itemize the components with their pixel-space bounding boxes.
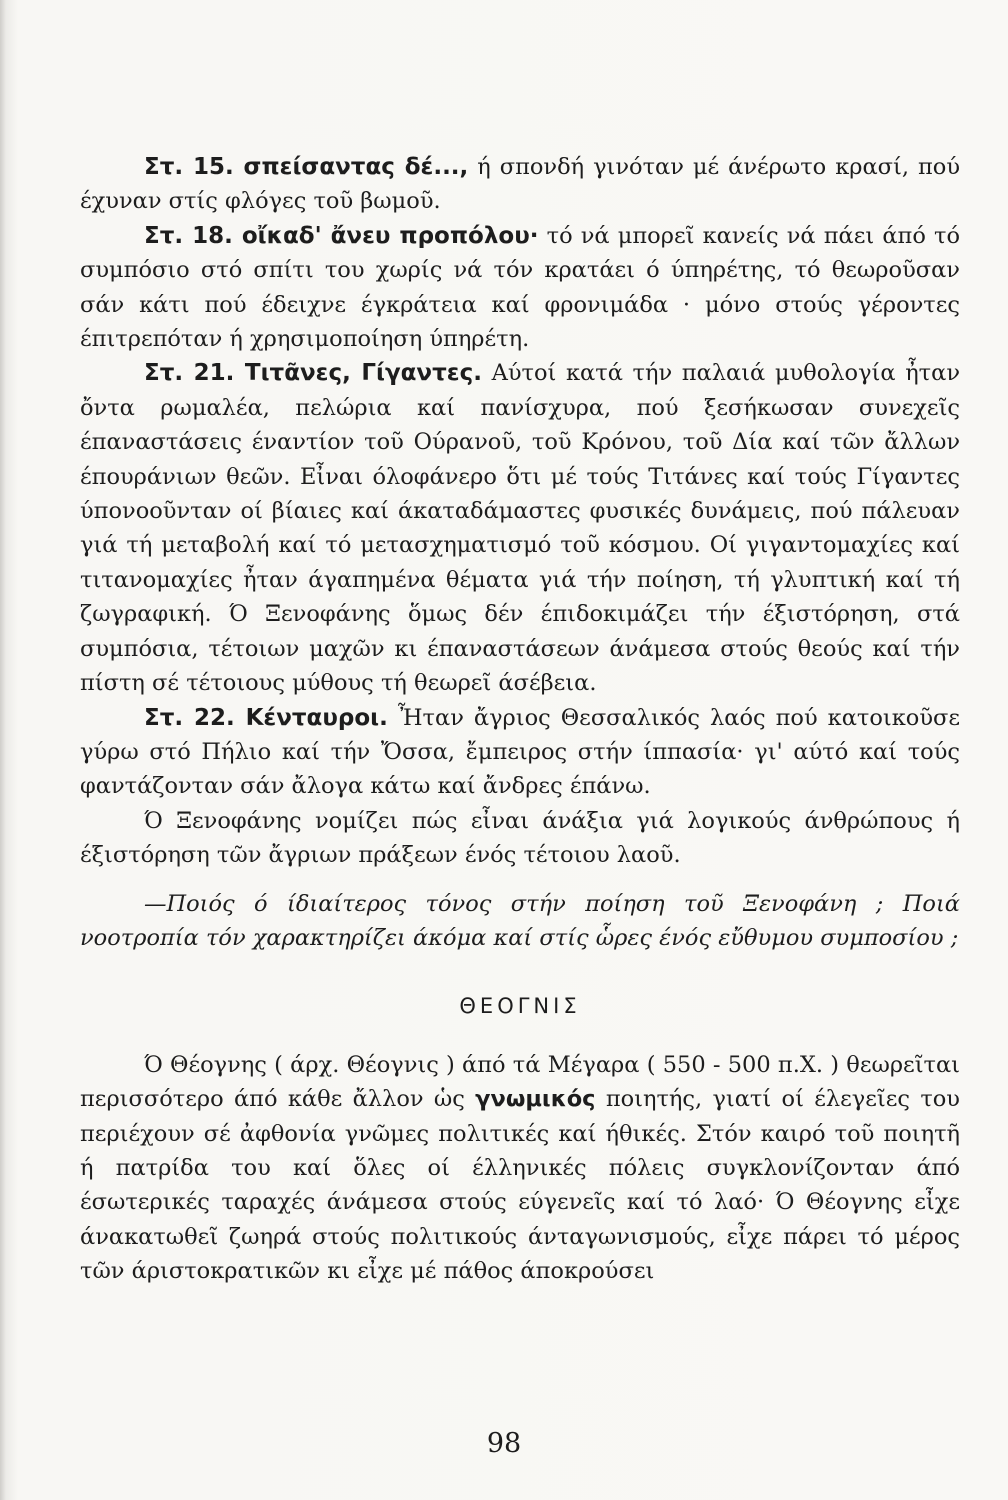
theognis-text-before: Ό Θέογνης ( άρχ. Θέογνις ) άπό τά Μέγαρα ( 550 - 500 π.Χ. ) θεωρεῖται περισσότερο άπό κάθε ἄλλον ὡς (80, 1051, 960, 1113)
note-line-21 (80, 356, 960, 700)
theognis-bold-term: γνωμικός (475, 1086, 596, 1113)
note-ref-21: Στ. 21. Τιτᾶνες, Γίγαντες. (144, 360, 482, 387)
note-line-22 (80, 701, 960, 804)
theognis-paragraph (80, 1048, 960, 1289)
xenophanes-paragraph: Ό Ξενοφάνης νομίζει πώς εἶναι άνάξια γιά λογικούς άνθρώπους ή έξιστόρηση τῶν ἄγριων πράξεων ένός τέτοιου λαοῦ. (80, 807, 960, 869)
question-paragraph: —Ποιός ό ίδιαίτερος τόνος στήν ποίηση τοῦ Ξενοφάνη ; Ποιά νοοτροπία τόν χαρακτηρίζει άκόμα καί στίς ὧρες ένός εὔθυμου συμποσίου ; (80, 890, 960, 951)
section-heading: ΘΕΟΓΝΙΣ (459, 994, 581, 1019)
note-line-15 (80, 150, 960, 219)
page-text (80, 150, 960, 1289)
theognis-text-after: ποιητής, γιατί οί έλεγεῖες του περιέχουν σέ ἀφθονία γνῶμες πολιτικές καί ήθικές. Στόν καιρό τοῦ ποιητῆ ή πατρίδα του καί ὅλες οί έλληνικές πόλεις συγκλονίζονταν άπό έσωτερικές ταραχές άνάμεσα στούς εύγενεῖς καί τό λαό· Ό Θέογνης εἶχε άνακατωθεῖ ζωηρά στούς πολιτικούς άνταγωνισμούς, εἶχε πάρει τό μέρος τῶν άριστοκρατικῶν κι εἶχε μέ πάθος άποκρούσει (80, 1086, 960, 1285)
note-line-18 (80, 219, 960, 357)
page-number: 98 (486, 1428, 522, 1459)
note-text-18: τό νά μπορεῖ κανείς νά πάει άπό τό συμπόσιο στό σπίτι του χωρίς νά τόν κρατάει ό ύπηρέτης, τό θεωροῦσαν σάν κάτι πού έδειχνε έγκράτεια καί φρονιμάδα · μόνο στούς γέροντες έπιτρεπόταν ή χρησιμοποίηση ύπηρέτη. (80, 222, 960, 353)
note-text-22: Ἦταν ἄγριος Θεσσαλικός λαός πού κατοικοῦσε γύρω στό Πήλιο καί τήν Ὄσσα, ἔμπειρος στήν ίππασία· γι' αύτό καί τούς φαντάζονταν σάν ἄλογα κάτω καί ἄνδρες έπάνω. (80, 704, 961, 800)
note-ref-18: Στ. 18. οἴκαδ' ἄνευ προπόλου· (144, 222, 539, 249)
note-ref-22: Στ. 22. Κένταυροι. (144, 704, 388, 731)
note-ref-15: Στ. 15. σπείσαντας δέ..., (144, 154, 469, 180)
note-text-21: Αύτοί κατά τήν παλαιά μυθολογία ἦταν ὄντα ρωμαλέα, πελώρια καί πανίσχυρα, πού ξεσήκωσαν συνεχεῖς έπαναστάσεις έναντίον τοῦ Ούρανοῦ, τοῦ Κρόνου, τοῦ Δία καί τῶν ἄλλων έπουράνιων θεῶν. Εἶναι όλοφάνερο ὅτι μέ τούς Τιτάνες καί τούς Γίγαντες ύπονοοῦνταν οί βίαιες καί άκαταδάμαστες φυσικές δυνάμεις, πού πάλευαν γιά τή μεταβολή καί τό μετασχηματισμό τοῦ κόσμου. Οί γιγαντομαχίες καί τιτανομαχίες ἦταν άγαπημένα θέματα γιά τήν ποίηση, τή γλυπτική καί τή ζωγραφική. Ό Ξενοφάνης ὅμως δέν έπιδοκιμάζει τήν έξιστόρηση, στά συμπόσια, τέτοιων μαχῶν κι έπαναστάσεων άνάμεσα στούς θεούς καί τήν πίστη σέ τέτοιους μύθους τή θεωρεῖ άσέβεια. (80, 360, 960, 697)
note-text-15: ή σπονδή γινόταν μέ άνέρωτο κρασί, πού έχυναν στίς φλόγες τοῦ βωμοῦ. (80, 154, 960, 215)
